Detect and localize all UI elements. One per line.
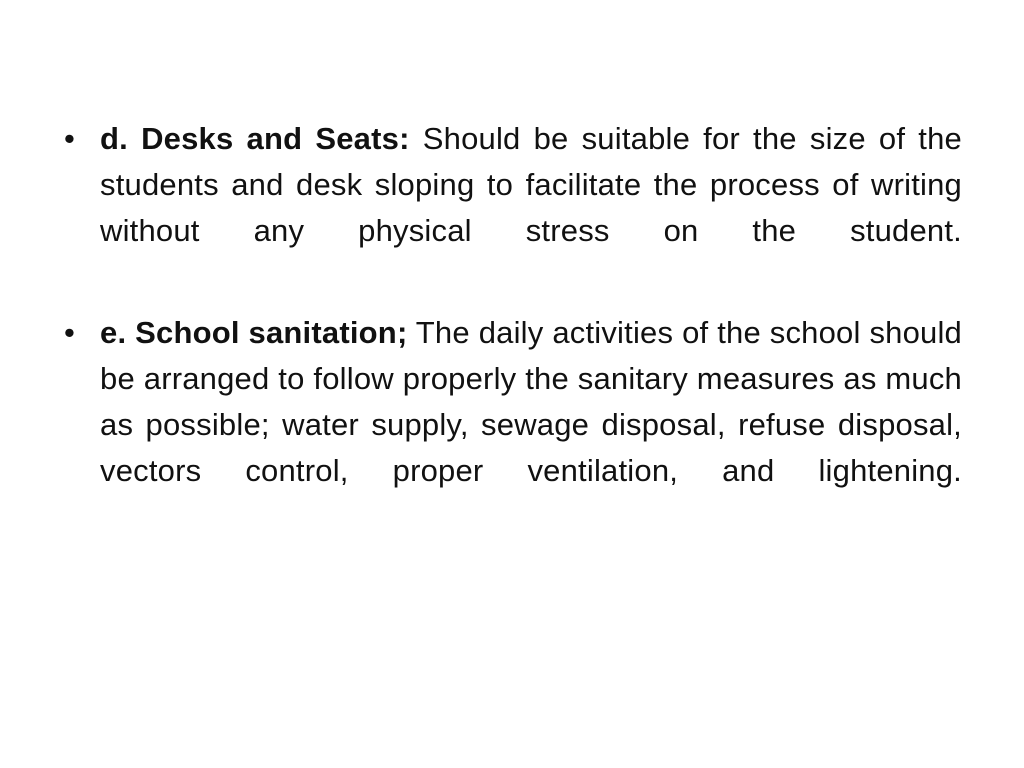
bullet-text: [100, 310, 962, 494]
bullet-item-desks-and-seats: [64, 116, 962, 254]
bullet-marker: •: [64, 315, 75, 350]
bullet-heading: e. School sanitation;: [100, 315, 408, 350]
bullet-list: [64, 116, 962, 550]
bullet-marker: •: [64, 121, 75, 156]
bullet-text: [100, 116, 962, 254]
bullet-body: The daily activities of the school should be arranged to follow properly the sanitary measures as much as possible; water supply, sewage disposal, refuse disposal, vectors control, proper ventilation, and lightening.: [100, 315, 962, 488]
bullet-heading: d. Desks and Seats:: [100, 121, 410, 156]
bullet-body: Should be suitable for the size of the students and desk sloping to facilitate the process of writing without any physical stress on the student.: [100, 121, 962, 248]
bullet-item-school-sanitation: [64, 310, 962, 494]
